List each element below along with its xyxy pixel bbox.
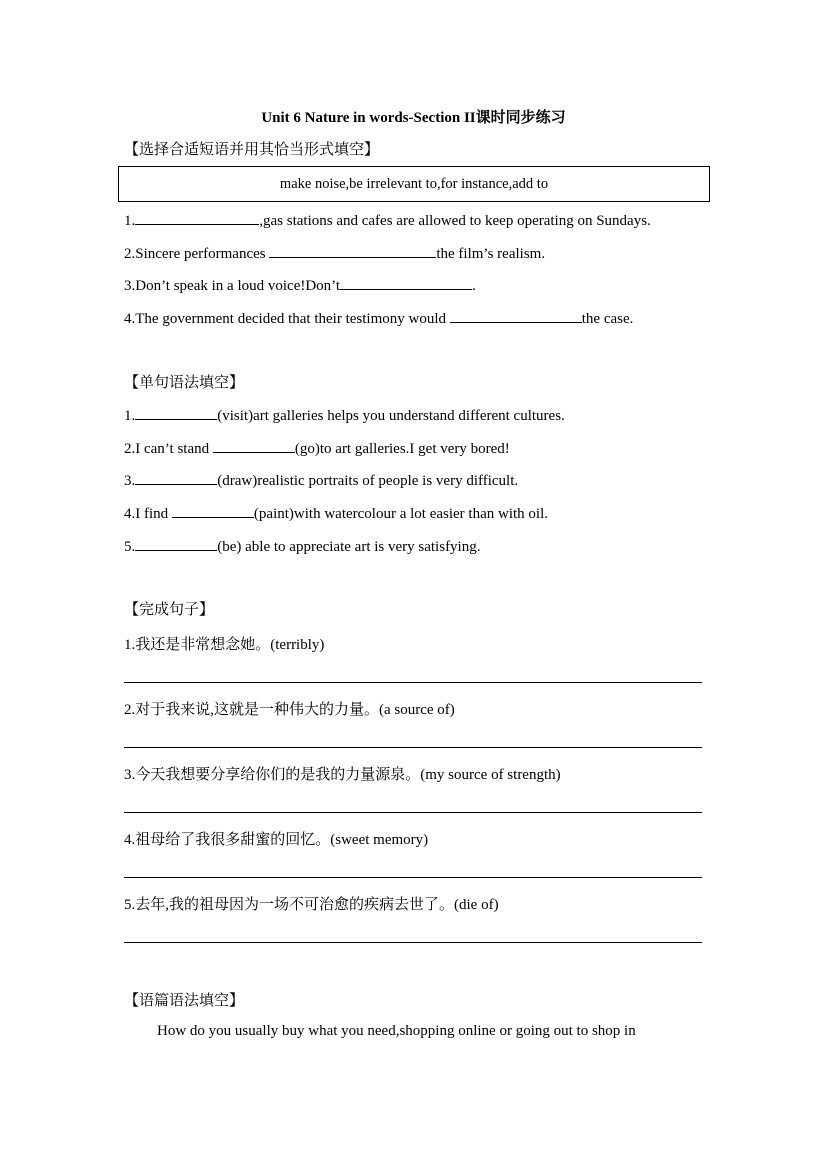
answer-blank[interactable] (450, 308, 582, 323)
question-number: 2. (124, 246, 136, 262)
question-number: 2. (124, 441, 136, 457)
page-title: Unit 6 Nature in words-Section II课时同步练习 (261, 110, 566, 126)
question-item: 5. (be) able to appreciate art is very satisfying. (124, 536, 480, 556)
question-item: 2.对于我来说,这就是一种伟大的力量。(a source of) (124, 702, 455, 718)
answer-line[interactable] (124, 812, 702, 813)
section-heading-grammar-fill: 【单句语法填空】 (124, 373, 245, 391)
answer-line[interactable] (124, 682, 702, 683)
question-number: 4. (124, 311, 136, 327)
question-number: 1. (124, 408, 136, 424)
answer-line[interactable] (124, 942, 702, 943)
answer-blank[interactable] (135, 470, 217, 485)
answer-line[interactable] (124, 877, 702, 878)
answer-blank[interactable] (135, 405, 217, 420)
question-item: 1. ,gas stations and cafes are allowed to keep operating on Sundays. (124, 210, 651, 230)
answer-blank[interactable] (172, 503, 254, 518)
question-item: 2.Sincere performances the film’s realism. (124, 243, 545, 263)
word-box: make noise,be irrelevant to,for instance,add to (118, 166, 710, 202)
answer-blank[interactable] (135, 210, 259, 225)
question-item: 3.今天我想要分享给你们的是我的力量源泉。(my source of strength) (124, 767, 561, 783)
question-item: 3. (draw)realistic portraits of people is very difficult. (124, 470, 518, 490)
question-number: 4. (124, 506, 136, 522)
question-number: 1. (124, 637, 136, 653)
answer-blank[interactable] (135, 536, 217, 551)
question-item: 4.The government decided that their testimony would the case. (124, 308, 633, 328)
question-item: 4.祖母给了我很多甜蜜的回忆。(sweet memory) (124, 832, 429, 848)
question-item: 4.I find (paint)with watercolour a lot easier than with oil. (124, 503, 548, 523)
question-number: 3. (124, 767, 136, 783)
question-item: 1.我还是非常想念她。(terribly) (124, 637, 325, 653)
question-number: 4. (124, 832, 136, 848)
question-number: 3. (124, 473, 136, 489)
question-item: 5.去年,我的祖母因为一场不可治愈的疾病去世了。(die of) (124, 897, 499, 913)
question-number: 3. (124, 278, 136, 294)
question-number: 5. (124, 539, 136, 555)
section-heading-phrase-fill: 【选择合适短语并用其恰当形式填空】 (124, 140, 380, 158)
answer-blank[interactable] (269, 243, 436, 258)
question-number: 2. (124, 702, 136, 718)
answer-line[interactable] (124, 747, 702, 748)
section-heading-complete-sentences: 【完成句子】 (124, 600, 215, 618)
question-number: 5. (124, 897, 136, 913)
question-item: 2.I can’t stand (go)to art galleries.I get very bored! (124, 438, 510, 458)
answer-blank[interactable] (340, 275, 472, 290)
passage-text: How do you usually buy what you need,shopping online or going out to shop in (157, 1023, 636, 1039)
question-item: 1. (visit)art galleries helps you understand different cultures. (124, 405, 565, 425)
question-number: 1. (124, 213, 136, 229)
question-item: 3.Don’t speak in a loud voice!Don’t . (124, 275, 476, 295)
answer-blank[interactable] (213, 438, 295, 453)
section-heading-passage-fill: 【语篇语法填空】 (124, 991, 245, 1009)
